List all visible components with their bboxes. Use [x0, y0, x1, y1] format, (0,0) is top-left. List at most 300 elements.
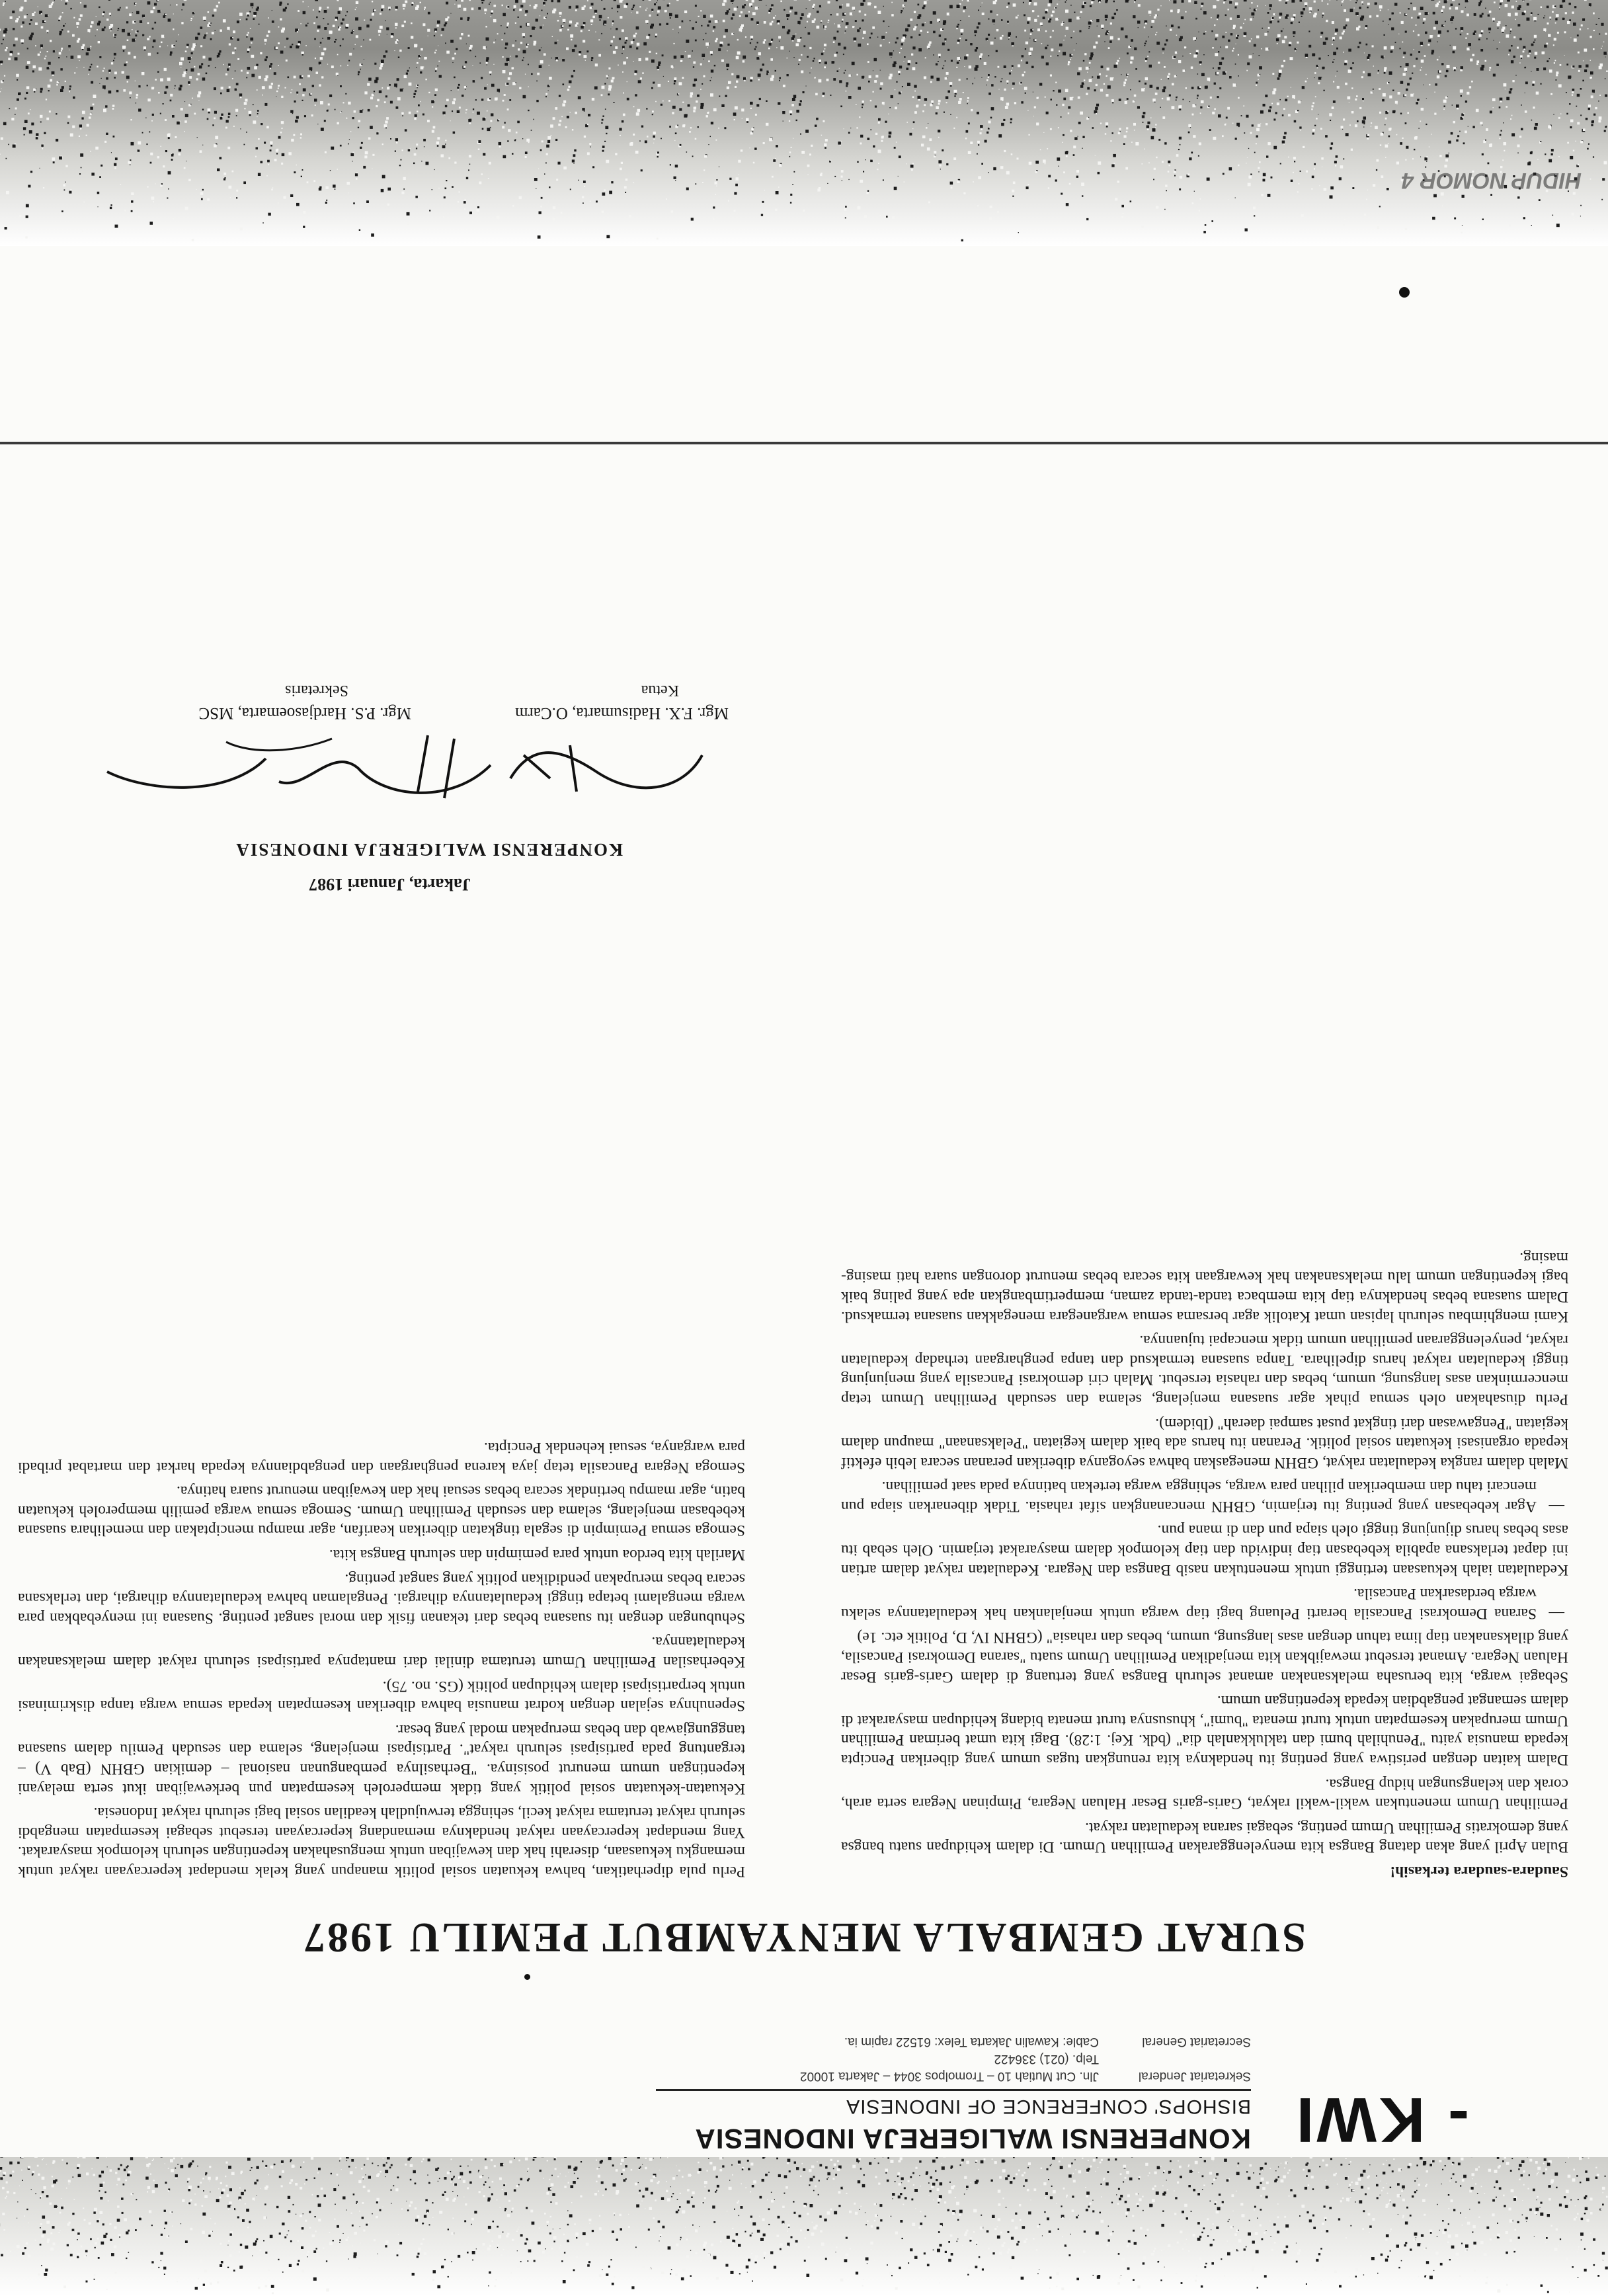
noise-speck — [1588, 144, 1589, 145]
noise-speck — [1572, 95, 1573, 96]
noise-speck — [976, 47, 978, 49]
noise-speck — [182, 3, 184, 6]
noise-speck — [97, 66, 99, 68]
noise-speck — [1392, 2170, 1394, 2172]
noise-speck — [1008, 2248, 1010, 2250]
noise-speck — [953, 157, 956, 160]
noise-speck — [1293, 36, 1295, 37]
noise-speck — [938, 2204, 939, 2205]
noise-speck — [157, 156, 159, 158]
noise-speck — [765, 2174, 768, 2176]
noise-speck — [63, 184, 65, 186]
noise-speck — [1072, 2195, 1074, 2197]
noise-speck — [5, 2197, 6, 2199]
noise-speck — [894, 147, 896, 149]
noise-speck — [701, 25, 702, 26]
page-divider — [0, 442, 1608, 444]
noise-speck — [1510, 2170, 1512, 2172]
noise-speck — [1200, 63, 1201, 65]
noise-speck — [703, 39, 704, 40]
noise-speck — [128, 2252, 130, 2253]
noise-speck — [53, 2242, 56, 2245]
noise-speck — [1451, 4, 1453, 7]
noise-speck — [279, 2176, 282, 2178]
noise-speck — [25, 236, 27, 238]
noise-speck — [164, 2210, 166, 2212]
noise-speck — [819, 2180, 820, 2182]
noise-speck — [1370, 2228, 1371, 2229]
noise-speck — [436, 50, 437, 51]
noise-speck — [300, 134, 302, 136]
noise-speck — [479, 63, 481, 64]
noise-speck — [756, 22, 759, 24]
noise-speck — [836, 52, 838, 54]
noise-speck — [1361, 2186, 1363, 2189]
noise-speck — [938, 100, 941, 102]
noise-speck — [1533, 42, 1535, 43]
noise-speck — [967, 2230, 969, 2232]
noise-speck — [30, 171, 32, 173]
noise-speck — [770, 78, 774, 81]
noise-speck — [483, 2195, 485, 2197]
noise-speck — [231, 2172, 235, 2175]
noise-speck — [1403, 56, 1405, 58]
noise-speck — [187, 2181, 188, 2182]
noise-speck — [910, 2176, 912, 2178]
noise-speck — [494, 2165, 496, 2167]
noise-speck — [1364, 53, 1365, 54]
noise-speck — [40, 44, 43, 47]
noise-speck — [148, 53, 151, 56]
noise-speck — [476, 2248, 477, 2249]
noise-speck — [559, 29, 562, 32]
noise-speck — [1332, 62, 1334, 63]
noise-speck — [734, 119, 735, 120]
noise-speck — [79, 60, 80, 61]
noise-speck — [1376, 15, 1379, 18]
noise-speck — [1280, 163, 1281, 164]
noise-speck — [1410, 54, 1412, 56]
noise-speck — [504, 2208, 506, 2210]
noise-speck — [693, 66, 694, 67]
noise-speck — [1316, 2259, 1318, 2262]
noise-speck — [1052, 30, 1054, 32]
paragraph: Keberhasilan Pemilihan Umum terutama dinilai dari mantapnya partisipasi seluruh rakyat dalam melaksanakan kedaulatannya. — [18, 1633, 745, 1671]
noise-speck — [220, 2264, 222, 2267]
noise-speck — [200, 150, 202, 153]
noise-speck — [870, 129, 871, 130]
noise-speck — [520, 2261, 522, 2262]
noise-speck — [481, 173, 483, 175]
noise-speck — [1496, 63, 1499, 66]
noise-speck — [606, 2274, 608, 2276]
noise-speck — [65, 0, 69, 2]
noise-speck — [707, 2254, 711, 2257]
noise-speck — [194, 2194, 196, 2195]
noise-speck — [339, 2160, 341, 2162]
noise-speck — [1198, 2172, 1199, 2174]
noise-speck — [719, 2169, 721, 2171]
noise-speck — [151, 11, 154, 13]
noise-speck — [1392, 2203, 1395, 2206]
noise-speck — [350, 131, 352, 132]
noise-speck — [77, 2164, 81, 2167]
noise-speck — [468, 35, 470, 37]
noise-speck — [1363, 126, 1364, 127]
noise-speck — [932, 2183, 935, 2186]
noise-speck — [1259, 55, 1260, 56]
noise-speck — [434, 52, 436, 53]
noise-speck — [236, 115, 237, 116]
noise-speck — [889, 76, 892, 79]
noise-speck — [208, 2234, 210, 2236]
noise-speck — [335, 2204, 336, 2205]
noise-speck — [437, 65, 438, 67]
noise-speck — [69, 91, 70, 93]
noise-speck — [1254, 215, 1255, 216]
noise-speck — [393, 2185, 394, 2186]
noise-speck — [1024, 2271, 1025, 2272]
noise-speck — [899, 2160, 901, 2162]
noise-speck — [1127, 52, 1129, 54]
noise-speck — [43, 187, 44, 188]
noise-speck — [1500, 3, 1502, 5]
noise-speck — [412, 2273, 415, 2276]
noise-speck — [1590, 179, 1591, 180]
noise-speck — [316, 71, 319, 74]
noise-speck — [1456, 2253, 1459, 2256]
noise-speck — [1395, 101, 1398, 104]
noise-speck — [167, 78, 171, 81]
noise-speck — [94, 2279, 95, 2280]
noise-speck — [791, 147, 792, 148]
noise-speck — [216, 2177, 218, 2180]
noise-speck — [70, 8, 71, 9]
noise-speck — [1598, 101, 1599, 102]
noise-speck — [1066, 2195, 1068, 2197]
noise-speck — [709, 2162, 712, 2164]
noise-speck — [1537, 2196, 1539, 2198]
noise-speck — [108, 0, 110, 1]
noise-speck — [448, 2229, 449, 2230]
noise-speck — [812, 2222, 813, 2223]
noise-speck — [1137, 20, 1141, 24]
noise-speck — [543, 2, 545, 5]
noise-speck — [714, 65, 716, 67]
noise-speck — [846, 91, 847, 92]
noise-speck — [676, 2244, 678, 2246]
noise-speck — [568, 86, 570, 88]
noise-speck — [778, 36, 781, 39]
noise-speck — [188, 2189, 191, 2192]
noise-speck — [1504, 2157, 1507, 2158]
noise-speck — [600, 2160, 603, 2162]
noise-speck — [250, 28, 251, 29]
noise-speck — [845, 218, 846, 219]
noise-speck — [512, 44, 515, 47]
noise-speck — [580, 2195, 582, 2197]
noise-speck — [1013, 2177, 1015, 2179]
noise-speck — [1134, 130, 1135, 131]
noise-speck — [1209, 129, 1211, 131]
noise-speck — [1082, 136, 1084, 138]
noise-speck — [414, 153, 417, 156]
noise-speck — [594, 87, 598, 90]
noise-speck — [1318, 9, 1319, 11]
noise-speck — [457, 2195, 458, 2197]
noise-speck — [1503, 2195, 1505, 2197]
noise-speck — [887, 2264, 888, 2266]
noise-speck — [1125, 101, 1127, 104]
noise-speck — [1192, 114, 1194, 116]
noise-speck — [284, 196, 286, 199]
noise-speck — [1402, 2186, 1405, 2189]
noise-speck — [961, 2162, 963, 2163]
noise-speck — [883, 6, 884, 7]
noise-speck — [287, 2234, 288, 2235]
noise-speck — [317, 2195, 319, 2197]
noise-speck — [704, 2181, 707, 2184]
noise-speck — [1286, 0, 1289, 1]
noise-speck — [346, 118, 347, 119]
noise-speck — [220, 2243, 222, 2245]
noise-speck — [358, 127, 359, 128]
noise-speck — [507, 2214, 510, 2217]
noise-speck — [385, 50, 387, 52]
noise-speck — [1403, 52, 1406, 54]
noise-speck — [966, 54, 968, 56]
noise-speck — [397, 2254, 399, 2256]
noise-speck — [1096, 2231, 1099, 2234]
noise-speck — [828, 22, 829, 23]
noise-speck — [653, 2217, 655, 2219]
noise-speck — [838, 43, 840, 46]
noise-speck — [1506, 25, 1507, 26]
noise-speck — [965, 39, 967, 41]
noise-speck — [1119, 2276, 1121, 2278]
noise-speck — [1426, 2170, 1429, 2173]
noise-speck — [561, 2260, 563, 2262]
noise-speck — [575, 112, 577, 114]
noise-speck — [641, 126, 643, 128]
noise-speck — [1174, 2213, 1176, 2215]
noise-speck — [338, 2185, 339, 2186]
noise-speck — [969, 65, 971, 68]
noise-speck — [576, 2256, 578, 2258]
noise-speck — [1511, 115, 1513, 116]
noise-speck — [1497, 2223, 1498, 2224]
noise-speck — [122, 2212, 124, 2214]
noise-speck — [179, 149, 181, 151]
noise-speck — [616, 2192, 618, 2195]
noise-speck — [114, 77, 116, 79]
noise-speck — [1139, 81, 1141, 83]
noise-speck — [858, 2180, 860, 2183]
noise-speck — [927, 46, 930, 48]
noise-speck — [601, 0, 602, 1]
noise-speck — [1462, 2225, 1463, 2226]
noise-speck — [1467, 33, 1468, 35]
noise-speck — [303, 226, 305, 228]
noise-speck — [1541, 7, 1543, 9]
noise-speck — [372, 13, 374, 16]
noise-speck — [1111, 99, 1114, 102]
noise-speck — [1422, 2199, 1426, 2202]
noise-speck — [239, 2266, 243, 2269]
noise-speck — [1015, 2227, 1018, 2229]
noise-speck — [1555, 18, 1557, 20]
noise-speck — [229, 2201, 232, 2205]
noise-speck — [912, 163, 914, 165]
noise-speck — [1445, 155, 1449, 158]
noise-speck — [464, 2220, 466, 2222]
noise-speck — [1570, 126, 1572, 128]
noise-speck — [1322, 2223, 1324, 2225]
noise-speck — [1470, 59, 1472, 62]
noise-speck — [1034, 2188, 1037, 2191]
noise-speck — [780, 2243, 783, 2246]
noise-speck — [168, 188, 169, 190]
noise-speck — [50, 2203, 52, 2205]
noise-speck — [1156, 2192, 1159, 2195]
noise-speck — [1025, 2238, 1027, 2240]
noise-speck — [956, 28, 957, 29]
noise-speck — [1201, 2232, 1203, 2234]
noise-speck — [695, 40, 697, 42]
noise-speck — [1100, 2184, 1102, 2185]
noise-speck — [337, 2225, 339, 2228]
noise-speck — [992, 2252, 994, 2254]
noise-speck — [1423, 2161, 1426, 2164]
noise-speck — [904, 181, 905, 183]
noise-speck — [53, 2180, 56, 2184]
noise-speck — [1007, 2251, 1009, 2253]
noise-speck — [287, 3, 288, 5]
noise-speck — [761, 214, 763, 216]
noise-speck — [290, 110, 293, 112]
noise-speck — [1456, 140, 1458, 142]
noise-speck — [302, 2227, 304, 2230]
noise-speck — [1424, 2214, 1426, 2216]
noise-speck — [451, 2261, 452, 2262]
noise-speck — [1253, 2172, 1254, 2174]
noise-speck — [565, 126, 567, 128]
noise-speck — [1475, 2168, 1478, 2171]
noise-speck — [1058, 89, 1061, 93]
noise-speck — [938, 130, 940, 132]
noise-speck — [50, 2248, 54, 2251]
noise-speck — [627, 98, 629, 101]
noise-speck — [1488, 2169, 1491, 2172]
noise-speck — [453, 2178, 454, 2179]
noise-speck — [1203, 54, 1205, 56]
noise-speck — [100, 165, 102, 167]
noise-speck — [303, 11, 306, 15]
noise-speck — [764, 21, 766, 24]
noise-speck — [385, 2170, 388, 2173]
noise-speck — [463, 8, 467, 11]
organization-name: KONPERENSI WALIGEREJA INDONESIA — [694, 2123, 1251, 2154]
noise-speck — [428, 12, 430, 15]
noise-speck — [241, 70, 243, 72]
noise-speck — [1186, 2239, 1187, 2240]
noise-speck — [376, 132, 378, 134]
noise-speck — [739, 2273, 741, 2274]
noise-speck — [313, 2234, 315, 2236]
noise-speck — [225, 2176, 226, 2177]
noise-speck — [1188, 2166, 1189, 2168]
noise-speck — [539, 65, 542, 68]
noise-speck — [1584, 2197, 1587, 2199]
noise-speck — [562, 103, 565, 106]
noise-speck — [1011, 153, 1013, 155]
noise-speck — [1447, 2241, 1449, 2243]
noise-speck — [549, 2179, 550, 2180]
noise-speck — [563, 2234, 565, 2235]
noise-speck — [1189, 53, 1191, 54]
noise-speck — [1510, 33, 1511, 34]
noise-speck — [1061, 116, 1062, 118]
noise-speck — [504, 94, 506, 96]
noise-speck — [1089, 26, 1090, 27]
noise-speck — [297, 2263, 299, 2265]
noise-speck — [913, 2184, 914, 2186]
noise-speck — [1485, 2282, 1487, 2284]
noise-speck — [396, 142, 397, 143]
noise-speck — [862, 2184, 865, 2188]
noise-speck — [766, 73, 768, 75]
noise-speck — [614, 0, 616, 1]
noise-speck — [22, 21, 24, 23]
noise-speck — [219, 50, 221, 52]
noise-speck — [326, 2289, 329, 2292]
noise-speck — [1272, 91, 1275, 95]
noise-speck — [787, 2243, 789, 2246]
noise-speck — [854, 2203, 856, 2205]
noise-speck — [1462, 2179, 1465, 2182]
noise-speck — [153, 40, 155, 42]
noise-speck — [3, 2229, 5, 2231]
noise-speck — [52, 2, 54, 4]
noise-speck — [1584, 0, 1587, 1]
noise-speck — [150, 222, 153, 225]
noise-speck — [1467, 2222, 1470, 2225]
noise-speck — [264, 2187, 268, 2190]
noise-speck — [467, 2188, 469, 2190]
noise-speck — [1593, 114, 1595, 116]
noise-speck — [98, 206, 99, 207]
noise-speck — [1117, 2282, 1120, 2285]
noise-speck — [1195, 2161, 1198, 2164]
noise-speck — [793, 2201, 794, 2202]
noise-speck — [172, 2225, 173, 2227]
noise-speck — [26, 2209, 28, 2210]
noise-speck — [945, 77, 947, 80]
noise-speck — [346, 2239, 348, 2242]
noise-speck — [262, 2160, 263, 2162]
noise-speck — [1606, 2196, 1608, 2198]
noise-speck — [994, 2161, 997, 2164]
noise-speck — [1193, 54, 1197, 58]
noise-speck — [492, 2195, 493, 2196]
noise-speck — [229, 186, 232, 189]
noise-speck — [190, 20, 192, 21]
noise-speck — [228, 2209, 229, 2210]
noise-speck — [1249, 2164, 1252, 2167]
noise-speck — [924, 2252, 926, 2254]
noise-speck — [1592, 90, 1595, 93]
noise-speck — [1214, 2259, 1215, 2260]
